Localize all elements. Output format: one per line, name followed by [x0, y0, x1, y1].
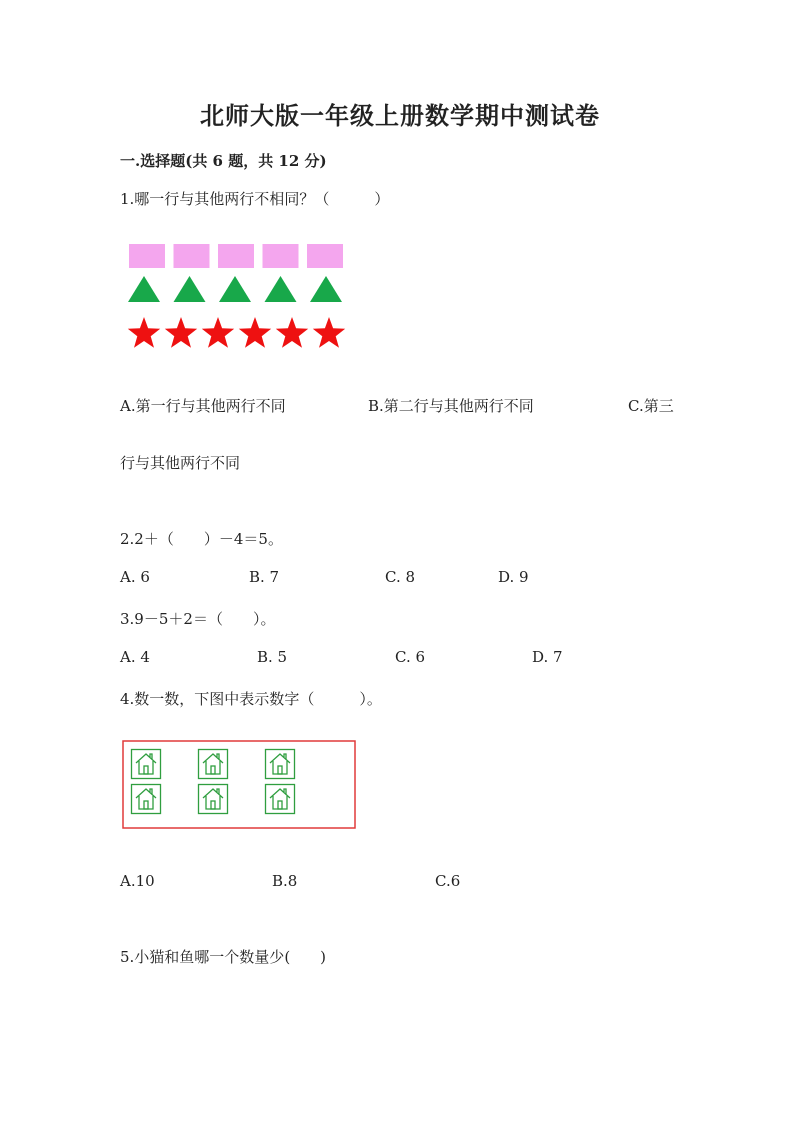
question-2-option-d: D. 9	[498, 568, 529, 586]
question-2-option-a: A. 6	[120, 568, 150, 586]
star-shape	[239, 317, 271, 348]
triangle-shape	[128, 276, 160, 302]
triangle-shape	[219, 276, 251, 302]
star-shape	[165, 317, 197, 348]
star-shape	[128, 317, 160, 348]
question-2-option-c: C. 8	[385, 568, 416, 586]
house-icon	[266, 785, 295, 814]
rectangle-shape	[174, 244, 210, 268]
question-4-figure	[122, 740, 356, 829]
question-3-option-a: A. 4	[120, 648, 150, 666]
star-shape	[202, 317, 234, 348]
question-4-option-c: C.6	[435, 872, 461, 890]
question-1-figure	[120, 236, 360, 356]
rectangle-shape	[129, 244, 165, 268]
star-shape	[313, 317, 345, 348]
question-3-stem: 3.9－5＋2＝（ ）。	[120, 610, 276, 628]
rectangle-shape	[218, 244, 254, 268]
question-4-option-a: A.10	[120, 872, 155, 890]
triangle-shape	[174, 276, 206, 302]
rectangle-shape	[307, 244, 343, 268]
section-heading: 一.选择题(共 6 题，共 12 分)	[120, 152, 327, 170]
rectangle-shape	[263, 244, 299, 268]
question-4-option-b: B.8	[272, 872, 298, 890]
question-3-option-b: B. 5	[257, 648, 288, 666]
triangle-shape	[310, 276, 342, 302]
star-shape	[276, 317, 308, 348]
question-3-option-c: C. 6	[395, 648, 426, 666]
house-icon	[132, 750, 161, 779]
question-1-option-c-continuation: 行与其他两行不同	[120, 454, 241, 472]
triangle-shape	[265, 276, 297, 302]
question-1-option-c: C.第三	[628, 397, 674, 415]
question-3-option-d: D. 7	[532, 648, 563, 666]
question-1-option-a: A.第一行与其他两行不同	[120, 397, 286, 415]
question-4-stem: 4.数一数，下图中表示数字（ ）。	[120, 690, 382, 708]
question-1-option-b: B.第二行与其他两行不同	[368, 397, 534, 415]
house-icon	[199, 750, 228, 779]
question-2-stem: 2.2＋（ ）－4＝5。	[120, 530, 283, 548]
house-icon	[132, 785, 161, 814]
question-2-option-b: B. 7	[249, 568, 280, 586]
question-1-stem: 1.哪一行与其他两行不相同？（ ）	[120, 190, 390, 208]
house-icon	[266, 750, 295, 779]
page-title: 北师大版一年级上册数学期中测试卷	[200, 101, 600, 130]
house-icon	[199, 785, 228, 814]
question-5-stem: 5.小猫和鱼哪一个数量少( )	[120, 948, 327, 966]
